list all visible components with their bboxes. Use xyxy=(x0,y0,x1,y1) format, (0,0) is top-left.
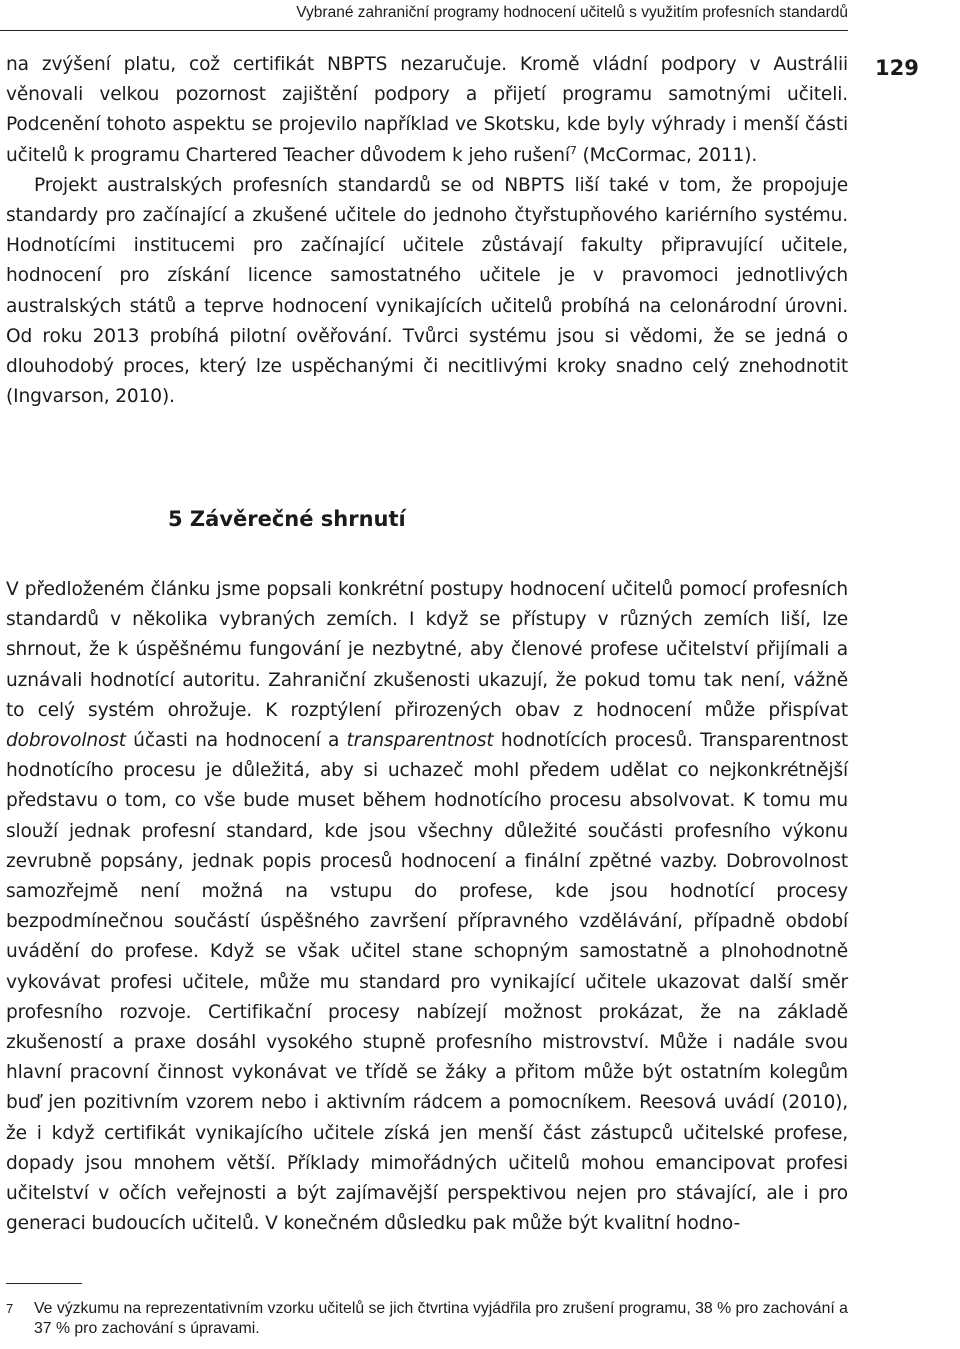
emphasis-transparentnost: transparentnost xyxy=(346,730,494,752)
footnote-ref: 7 xyxy=(569,143,577,157)
section-heading: 5 Závěrečné shrnutí xyxy=(168,507,406,531)
paragraph-3-part-1: V předloženém článku jsme popsali konkrétní postupy hodnocení učitelů pomocí profesních standardů v několika vybraných zemích. I když se přístupy v různých zemích liší, lze shrnout, že k úspěšnému fungování je nezbytné, aby členové profese učitelství přijímali a uznávali hodnotící autoritu. Zahraniční zkušenosti ukazují, že pokud tomu tak není, vážně to celý systém ohrožuje. K rozptýlení přirozených obav z hodnocení může přispívat xyxy=(6,579,848,721)
footnote-divider xyxy=(6,1283,82,1284)
footnote-mark: 7 xyxy=(6,1301,14,1316)
paragraph-3-part-2: účasti na hodnocení a xyxy=(125,730,347,752)
paragraph-3-part-3: hodnotících procesů. Transparentnost hodnotícího procesu je důležitá, aby si uchazeč mohl předem udělat co nejkonkrétnější představu o tom, co vše bude muset během hodnotícího procesu absolvovat. K tomu mu slouží jednak profesní standard, kde jsou všechny důležité součásti profesního výkonu zevrubně popsány, jednak popis procesů hodnocení a finální zpětné vazby. Dobrovolnost samozřejmě není možná na vstupu do profese, kde jsou hodnotící procesy bezpodmínečnou součástí úspěšného završení přípravného vzdělávání, případně období uvádění do profese. Když se však učitel stane schopným samostatně a plnohodnotně vykovávat profesi učitele, může mu standard pro vynikající učitele ukazovat další směr profesního rozvoje. Certifikační procesy nabízejí možnost prokázat, že na základě zkušeností a praxe dosáhl vysokého stupně profesního mistrovství. Může i nadále svou hlavní pracovní činnost vykonávat ve třídě se žáky a přitom může být ostatním kolegům buď jen pozitivním vzorem nebo i aktivním rádcem a pomocníkem. Reesová uvádí (2010), že i když certifikát vynikajícího učitele získá jen menší část zástupců učitelské profese, dopady jsou mnohem větší. Příklady mimořádných učitelů mohou emancipovat profesi učitelství v očích veřejnosti a být zajímavější perspektivou nejen pro stávající, ale i pro generaci budoucích učitelů. V konečném důsledku pak může být kvalitní hodno- xyxy=(6,730,848,1235)
paragraph-3 xyxy=(6,575,848,1239)
paragraph-1 xyxy=(6,50,848,171)
paragraph-1-citation: (McCormac, 2011). xyxy=(576,144,758,166)
running-title: Vybrané zahraniční programy hodnocení učitelů s využitím profesních standardů xyxy=(296,4,848,21)
body-text-bottom xyxy=(6,575,848,1239)
paragraph-1-text: na zvýšení platu, což certifikát NBPTS nezaručuje. Kromě vládní podpory v Austrálii věnovali velkou pozornost zajištění podpory a přijetí programu samotnými učiteli. Podcenění tohoto aspektu se projevilo například ve Skotsku, kde byly výhrady i menší části učitelů k programu Chartered Teacher důvodem k jeho rušení xyxy=(6,54,848,166)
body-text-top xyxy=(6,50,848,412)
footnote xyxy=(6,1299,848,1339)
running-head xyxy=(0,0,848,31)
emphasis-dobrovolnost: dobrovolnost xyxy=(6,730,126,752)
footnote-text: Ve výzkumu na reprezentativním vzorku učitelů se jich čtvrtina vyjádřila pro zrušení programu, 38 % pro zachování a 37 % pro zachování s úpravami. xyxy=(34,1300,848,1337)
paragraph-2: Projekt australských profesních standardů se od NBPTS liší také v tom, že propojuje standardy pro začínající a zkušené učitele do jednoho čtyřstupňového kariérního systému. Hodnotícími institucemi pro začínající učitele zůstávají fakulty připravující učitele, hodnocení pro získání licence samostatného učitele je v pravomoci jednotlivých australských států a teprve hodnocení vynikajících učitelů probíhá na celonárodní úrovni. Od roku 2013 probíhá pilotní ověřování. Tvůrci systému jsou si vědomi, že se jedná o dlouhodobý proces, který lze uspěchanými či necitlivými kroky snadno celý znehodnotit (Ingvarson, 2010). xyxy=(6,174,848,408)
page-number: 129 xyxy=(875,56,919,80)
